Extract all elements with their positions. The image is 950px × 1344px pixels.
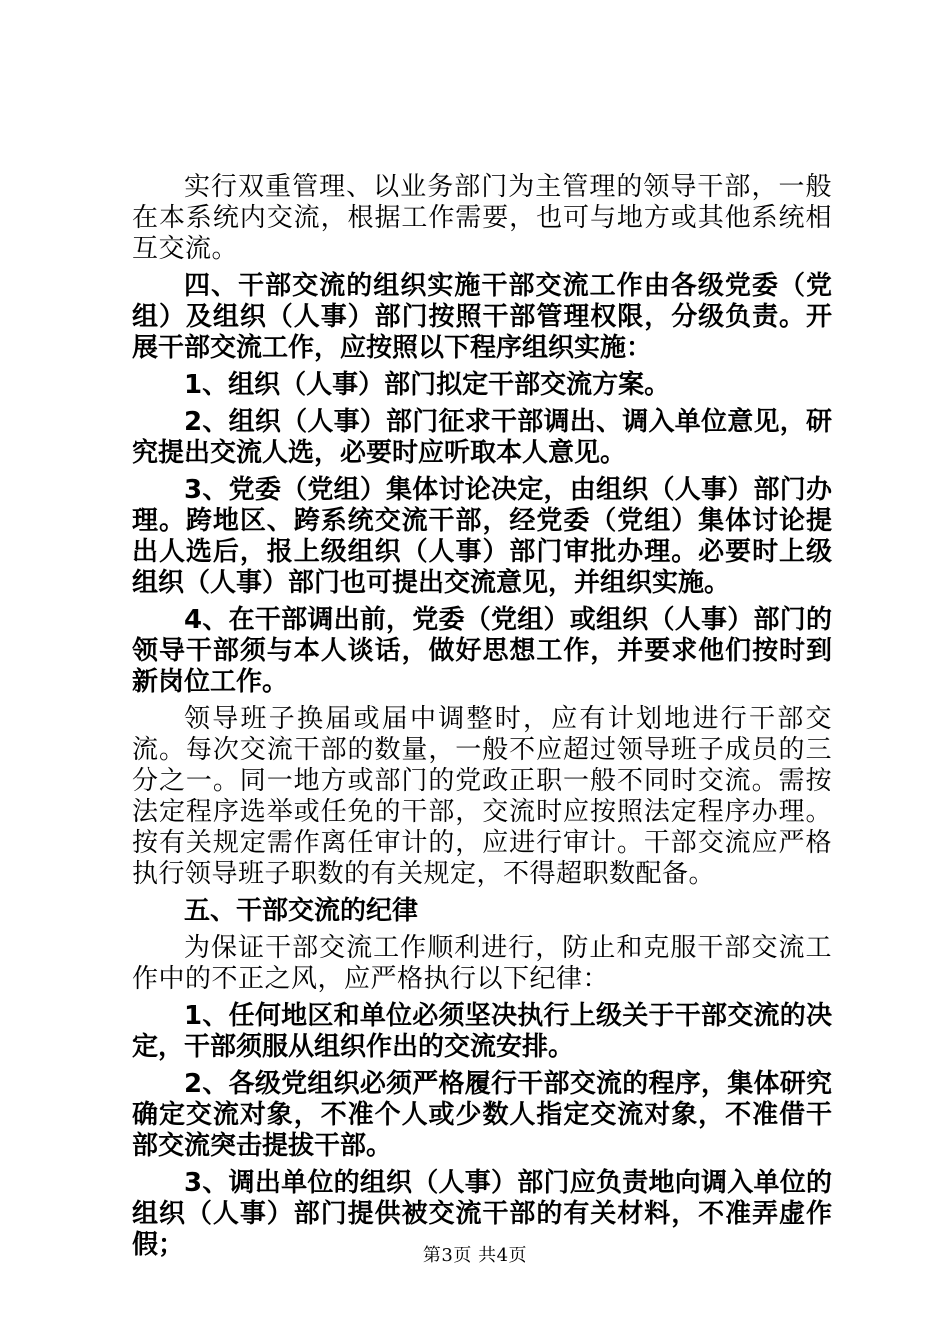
paragraph: 2、各级党组织必须严格履行干部交流的程序，集体研究确定交流对象，不准个人或少数人指定交流对象，不准借干部交流突击提拔干部。 (132, 1069, 832, 1161)
paragraph: 1、组织（人事）部门拟定干部交流方案。 (184, 370, 671, 400)
paragraph: 领导班子换届或届中调整时，应有计划地进行干部交流。每次交流干部的数量，一般不应超过领导班子成员的三分之一。同一地方或部门的党政正职一般不同时交流。需按法定程序选举或任免的干部，交流时应按照法定程序办理。按有关规定需作离任审计的，应进行审计。干部交流应严格执行领导班子职数的有关规定，不得超职数配备。 (132, 704, 832, 889)
paragraph: 实行双重管理、以业务部门为主管理的领导干部，一般在本系统内交流，根据工作需要，也可与地方或其他系统相互交流。 (132, 172, 832, 264)
page-number-footer: 第3页 共4页 (422, 1245, 528, 1266)
paragraph: 3、调出单位的组织（人事）部门应负责地向调入单位的组织（人事）部门提供被交流干部的有关材料，不准弄虚作假； (132, 1168, 832, 1260)
paragraph: 4、在干部调出前，党委（党组）或组织（人事）部门的领导干部须与本人谈话，做好思想工作，并要求他们按时到新岗位工作。 (132, 605, 832, 697)
section-heading: 五、干部交流的纪律 (184, 896, 419, 926)
paragraph: 3、党委（党组）集体讨论决定，由组织（人事）部门办理。跨地区、跨系统交流干部，经党委（党组）集体讨论提出人选后，报上级组织（人事）部门审批办理。必要时上级组织（人事）部门也可提出交流意见，并组织实施。 (132, 475, 832, 598)
paragraph: 2、组织（人事）部门征求干部调出、调入单位意见，研究提出交流人选，必要时应听取本人意见。 (132, 407, 832, 468)
paragraph: 四、干部交流的组织实施干部交流工作由各级党委（党组）及组织（人事）部门按照干部管理权限，分级负责。开展干部交流工作，应按照以下程序组织实施： (132, 271, 832, 363)
paragraph: 1、任何地区和单位必须坚决执行上级关于干部交流的决定，干部须服从组织作出的交流安排。 (132, 1001, 832, 1062)
document-body (132, 172, 832, 1267)
paragraph: 为保证干部交流工作顺利进行，防止和克服干部交流工作中的不正之风，应严格执行以下纪律： (132, 933, 832, 994)
